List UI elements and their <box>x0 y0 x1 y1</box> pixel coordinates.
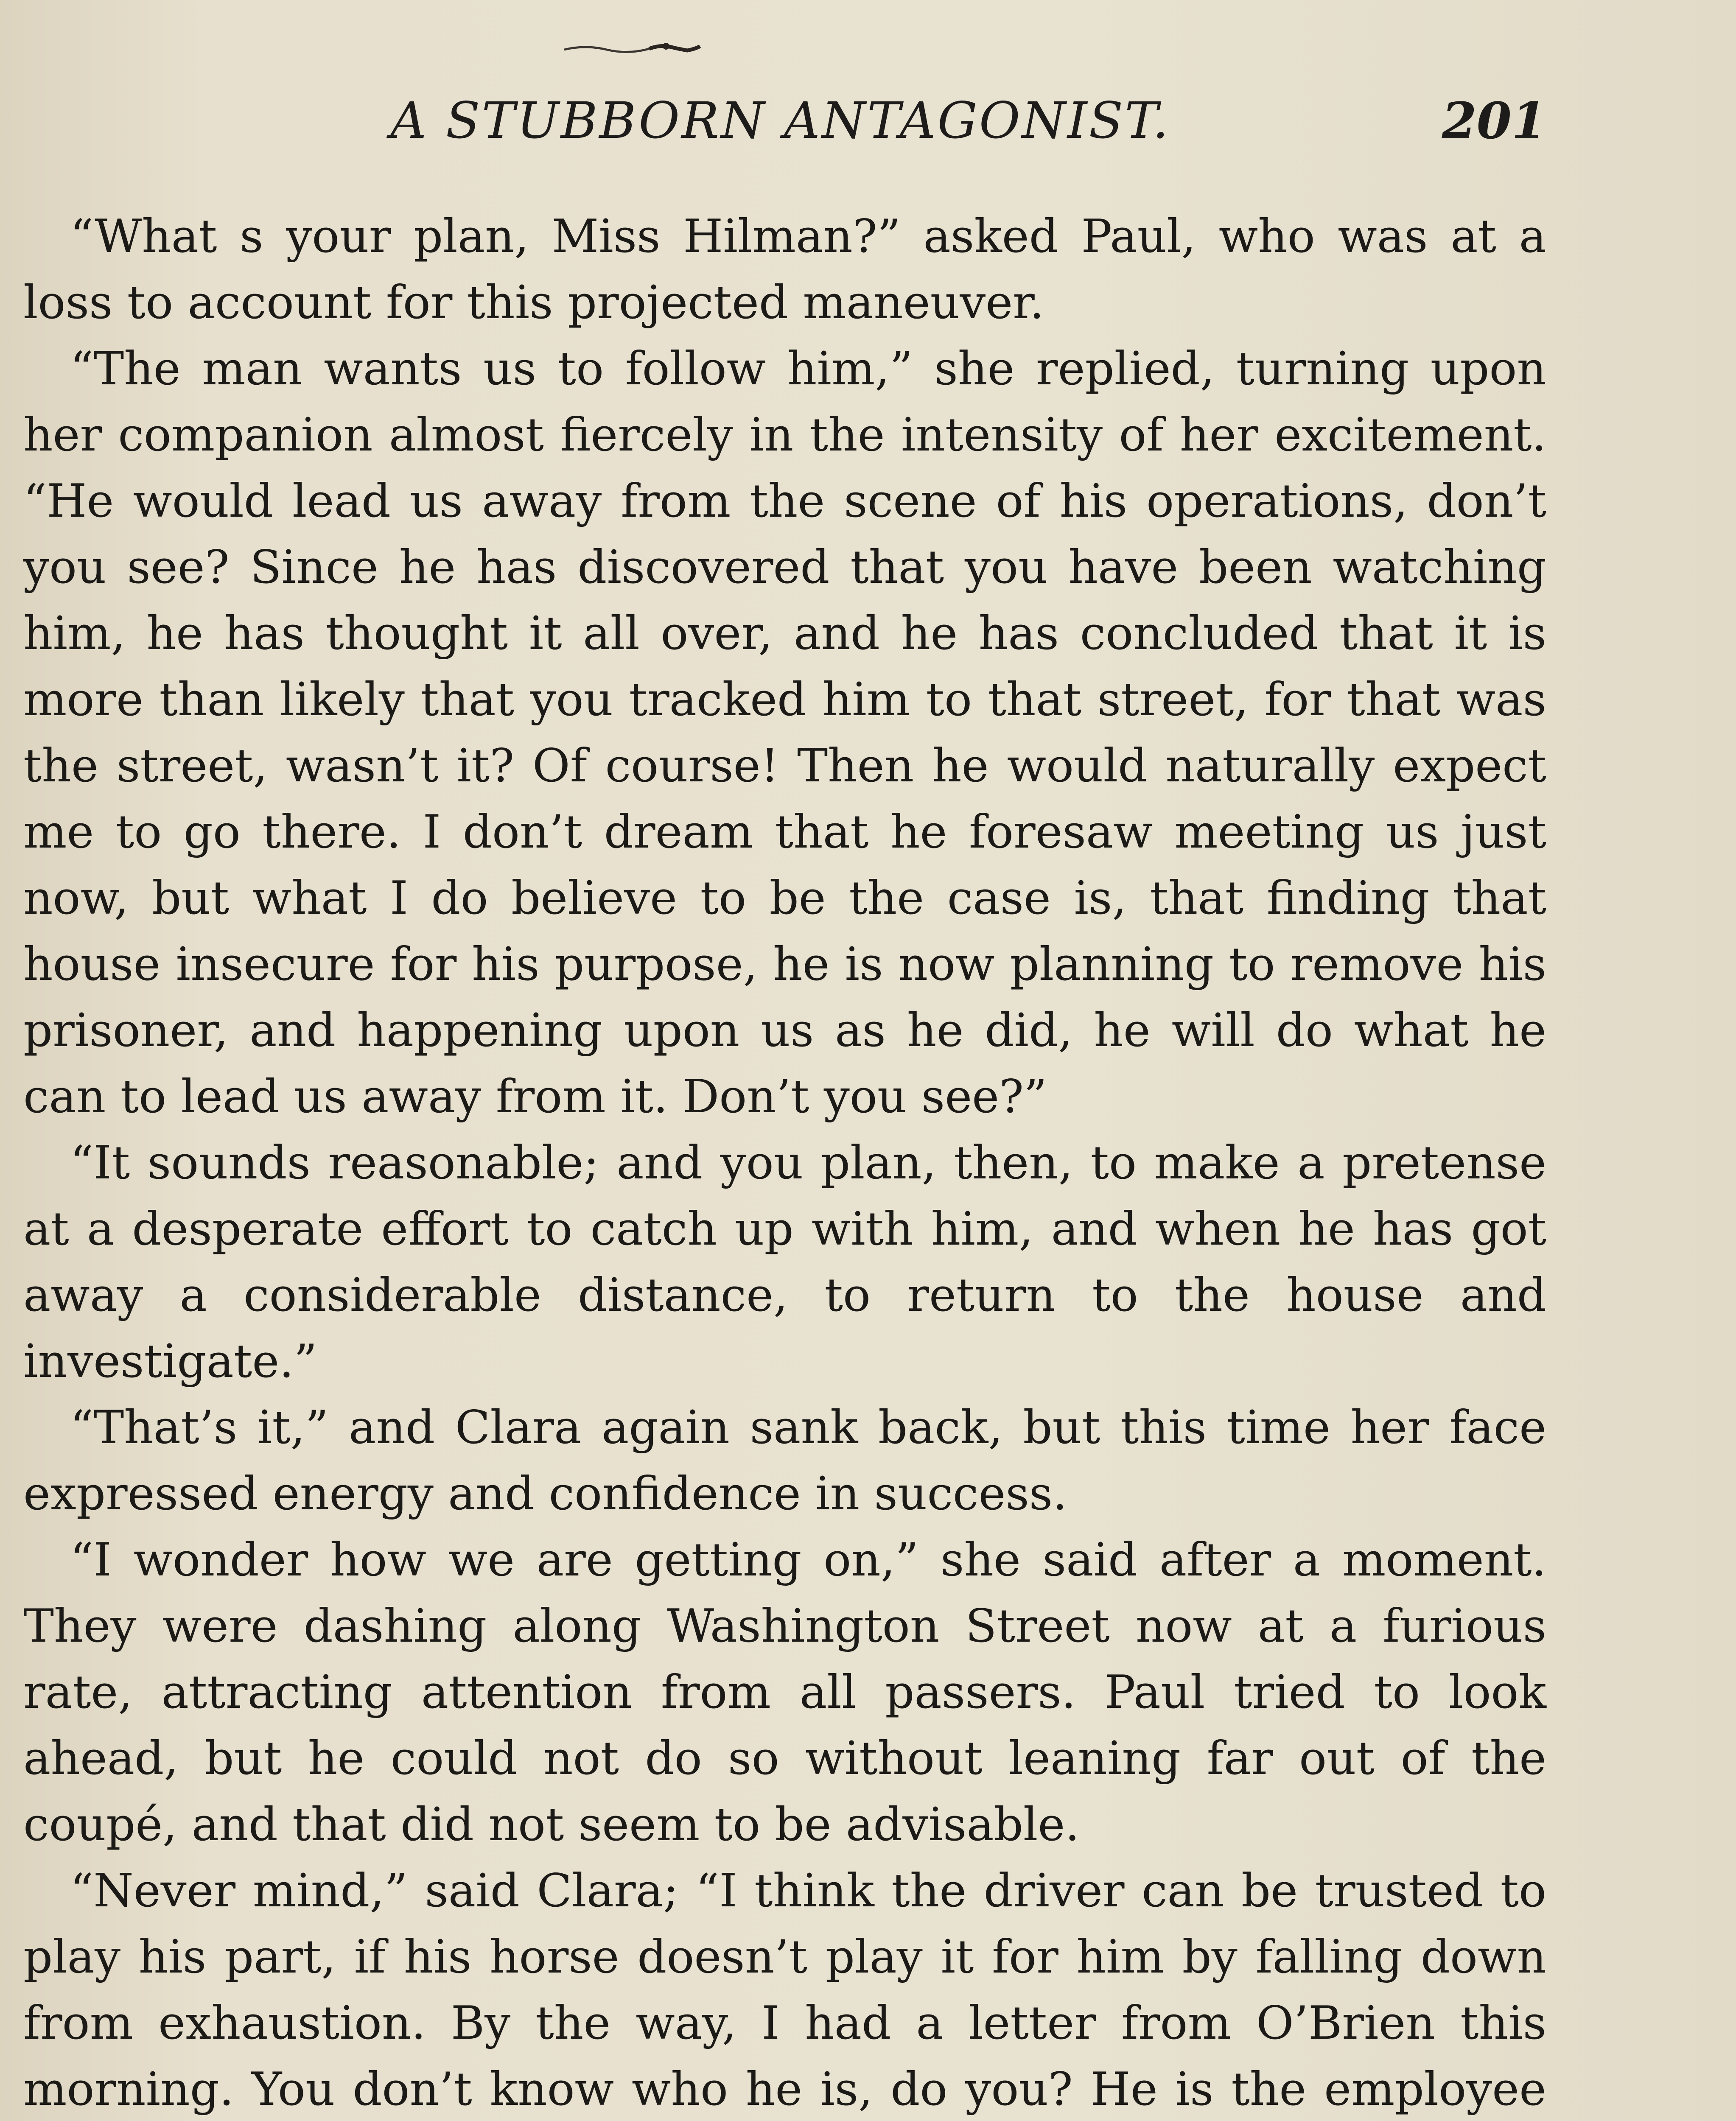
paragraph: “That’s it,” and Clara again sank back, but this time her face expressed energy and confidence in success. <box>23 1401 1546 1520</box>
paragraph: “I wonder how we are getting on,” she said after a moment. They were dashing along Washington Street now at a furious rate, attracting attention from all passers. Paul tried to look ahead, but he could not do so without leaning far out of the coupé, and that did not seem to be advisable. <box>23 1533 1546 1851</box>
body-text <box>23 204 1546 2121</box>
paragraph: “It sounds reasonable; and you plan, then, to make a pretense at a desperate effort to catch up with him, and when he has got away a considerable distance, to return to the house and investigate.” <box>23 1136 1546 1388</box>
paragraph: “Never mind,” said Clara; “I think the driver can be trusted to play his part, if his horse doesn’t play it for him by falling down from exhaustion. By the way, I had a letter from O’Brien this morning. You don’t know who he is, do you? He is the employee <box>23 1864 1546 2116</box>
running-head <box>23 91 1546 155</box>
paragraph: “The man wants us to follow him,” she replied, turning upon her companion almost fiercely in the intensity of her excitement. “He would lead us away from the scene of his operations, don’t you see? Since he has discovered that you have been watching him, he has thought it all over, and he has concluded that it is more than likely that you tracked him to that street, for that was the street, wasn’t it? Of course! Then he would naturally expect me to go there. I don’t dream that he foresaw meeting us just now, but what I do believe to be the case is, that finding that house insecure for his purpose, he is now planning to remove his prisoner, and happening upon us as he did, he will do what he can to lead us away from it. Don’t you see?” <box>23 342 1546 1123</box>
printer-ornament-icon <box>560 40 704 57</box>
page-number: 201 <box>1442 91 1546 150</box>
running-title: A STUBBORN ANTAGONIST. <box>390 91 1170 150</box>
paragraph: “What s your plan, Miss Hilman?” asked Paul, who was at a loss to account for this projected maneuver. <box>23 210 1546 329</box>
